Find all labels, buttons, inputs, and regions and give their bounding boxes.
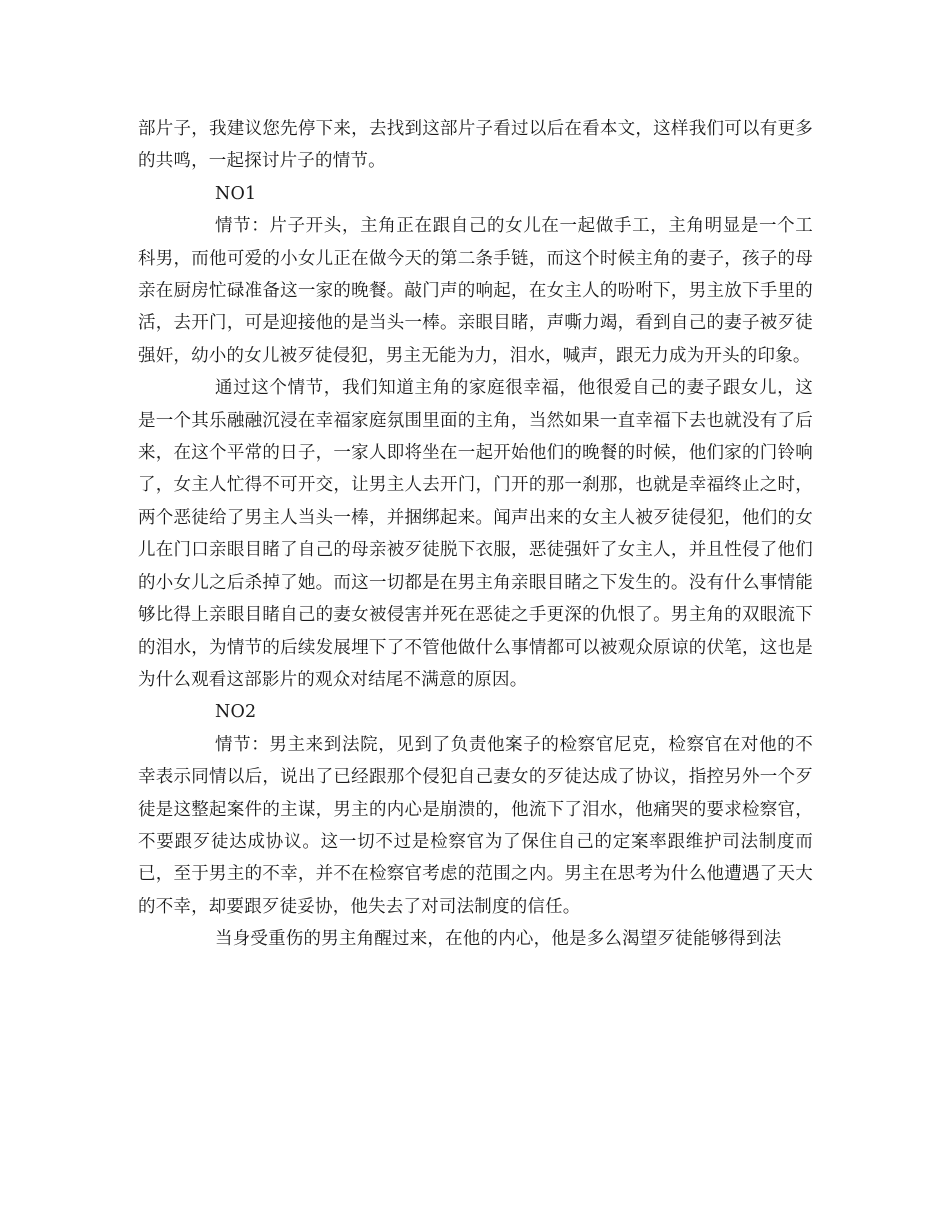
paragraph-plot-2: 情节：男主来到法院，见到了负责他案子的检察官尼克，检察官在对他的不幸表示同情以后，说出了已经跟那个侵犯自己妻女的歹徒达成了协议，指控另外一个歹徒是这整起案件的主谋，男主的内心是崩溃的，他流下了泪水，他痛哭的要求检察官，不要跟歹徒达成协议。这一切不过是检察官为了保住自己的定案率跟维护司法制度而已，至于男主的不幸，并不在检察官考虑的范围之内。男主在思考为什么他遭遇了天大的不幸，却要跟歹徒妥协，他失去了对司法制度的信任。 (138, 734, 813, 917)
section-heading-no2: NO2 (215, 702, 257, 723)
document-page (138, 113, 813, 956)
paragraph-plot-1: 情节：片子开头，主角正在跟自己的女儿在一起做手工，主角明显是一个工科男，而他可爱的小女儿正在做今天的第二条手链，而这个时候主角的妻子，孩子的母亲在厨房忙碌准备这一家的晚餐。敲门声的响起，在女主人的吩咐下，男主放下手里的活，去开门，可是迎接他的是当头一棒。亲眼目睹，声嘶力竭，看到自己的妻子被歹徒强奸，幼小的女儿被歹徒侵犯，男主无能为力，泪水，喊声，跟无力成为开头的印象。 (138, 216, 813, 366)
paragraph-continuation: 部片子，我建议您先停下来，去找到这部片子看过以后在看本文，这样我们可以有更多的共鸣，一起探讨片子的情节。 (138, 119, 813, 172)
paragraph-analysis-1: 通过这个情节，我们知道主角的家庭很幸福，他很爱自己的妻子跟女儿，这是一个其乐融融沉浸在幸福家庭氛围里面的主角，当然如果一直幸福下去也就没有了后来，在这个平常的日子，一家人即将坐在一起开始他们的晚餐的时候，他们家的门铃响了，女主人忙得不可开交，让男主人去开门，门开的那一刹那，也就是幸福终止之时，两个恶徒给了男主人当头一棒，并捆绑起来。闻声出来的女主人被歹徒侵犯，他们的女儿在门口亲眼目睹了自己的母亲被歹徒脱下衣服，恶徒强奸了女主人，并且性侵了他们的小女儿之后杀掉了她。而这一切都是在男主角亲眼目睹之下发生的。没有什么事情能够比得上亲眼目睹自己的妻女被侵害并死在恶徒之手更深的仇恨了。男主角的双眼流下的泪水，为情节的后续发展埋下了不管他做什么事情都可以被观众原谅的伏笔，这也是为什么观看这部影片的观众对结尾不满意的原因。 (138, 378, 813, 690)
paragraph-analysis-2: 当身受重伤的男主角醒过来，在他的内心，他是多么渴望歹徒能够得到法 (215, 929, 782, 950)
section-heading-no1: NO1 (215, 183, 257, 204)
